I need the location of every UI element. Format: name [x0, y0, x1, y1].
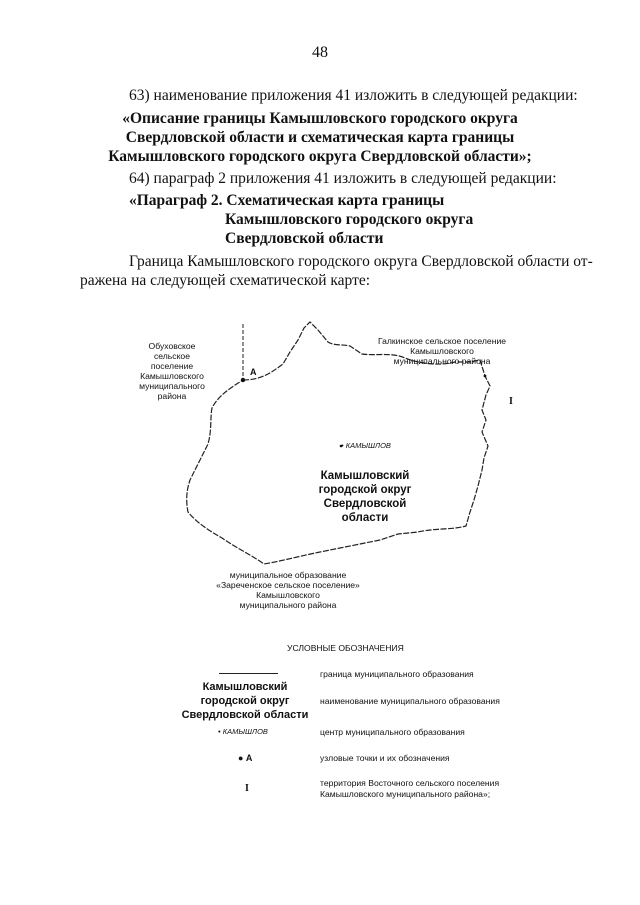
node-label-a: А: [250, 367, 257, 377]
legend-item-enclave: территория Восточного сельского поселения Камышловского муниципального района»;: [320, 778, 500, 799]
label-obukhovskoe: Обуховское сельское поселение Камышловского муниципального района: [139, 341, 205, 401]
node-point-a: [241, 378, 245, 382]
legend-enclave-sample: I: [245, 783, 249, 794]
item-63-title-line-2: Свердловской области и схематическая карта границы: [125, 129, 515, 146]
paragraph-heading-line-2: Камышловского городского округа: [225, 211, 474, 228]
legend-title: УСЛОВНЫЕ ОБОЗНАЧЕНИЯ: [287, 643, 404, 653]
page-number: 48: [312, 44, 328, 61]
label-zarechenskoe: муниципальное образование «Зареченское сельское поселение» Камышловского муниципального района: [216, 570, 360, 610]
legend-item-node: узловые точки и их обозначения: [320, 753, 450, 763]
paragraph-heading-line-3: Свердловской области: [225, 230, 384, 247]
item-63-text: 63) наименование приложения 41 изложить в следующей редакции:: [129, 87, 578, 104]
item-63-title-line-3: Камышловского городского округа Свердловской области»;: [108, 148, 532, 165]
district-name: Камышловский городской округ Свердловской области: [318, 470, 412, 524]
legend-center-sample: • КАМЫШЛОВ: [218, 727, 268, 736]
item-63-title-line-1: «Описание границы Камышловского городского округа: [122, 110, 518, 127]
legend-node-sample: ● А: [238, 753, 253, 763]
item-64-text: 64) параграф 2 приложения 41 изложить в следующей редакции:: [129, 170, 557, 187]
enclave-marker-dot: [484, 375, 487, 378]
paragraph-heading-line-1: «Параграф 2. Схематическая карта границы: [129, 192, 445, 209]
legend-boundary-sample: [219, 673, 278, 674]
legend-item-boundary: граница муниципального образования: [320, 669, 474, 679]
body-text-line-2: ражена на следующей схематической карте:: [80, 272, 371, 289]
label-galkinskoe: Галкинское сельское поселение Камышловского муниципального района: [377, 336, 507, 366]
legend-item-center: центр муниципального образования: [320, 727, 465, 737]
enclave-label-i: I: [509, 396, 513, 407]
legend-item-name: наименование муниципального образования: [320, 696, 500, 706]
center-label-kamyshlov: • КАМЫШЛОВ: [341, 441, 391, 450]
legend-name-sample: Камышловский городской округ Свердловской области: [181, 681, 309, 721]
body-text-line-1: Граница Камышловского городского округа Свердловской области от-: [129, 253, 593, 270]
